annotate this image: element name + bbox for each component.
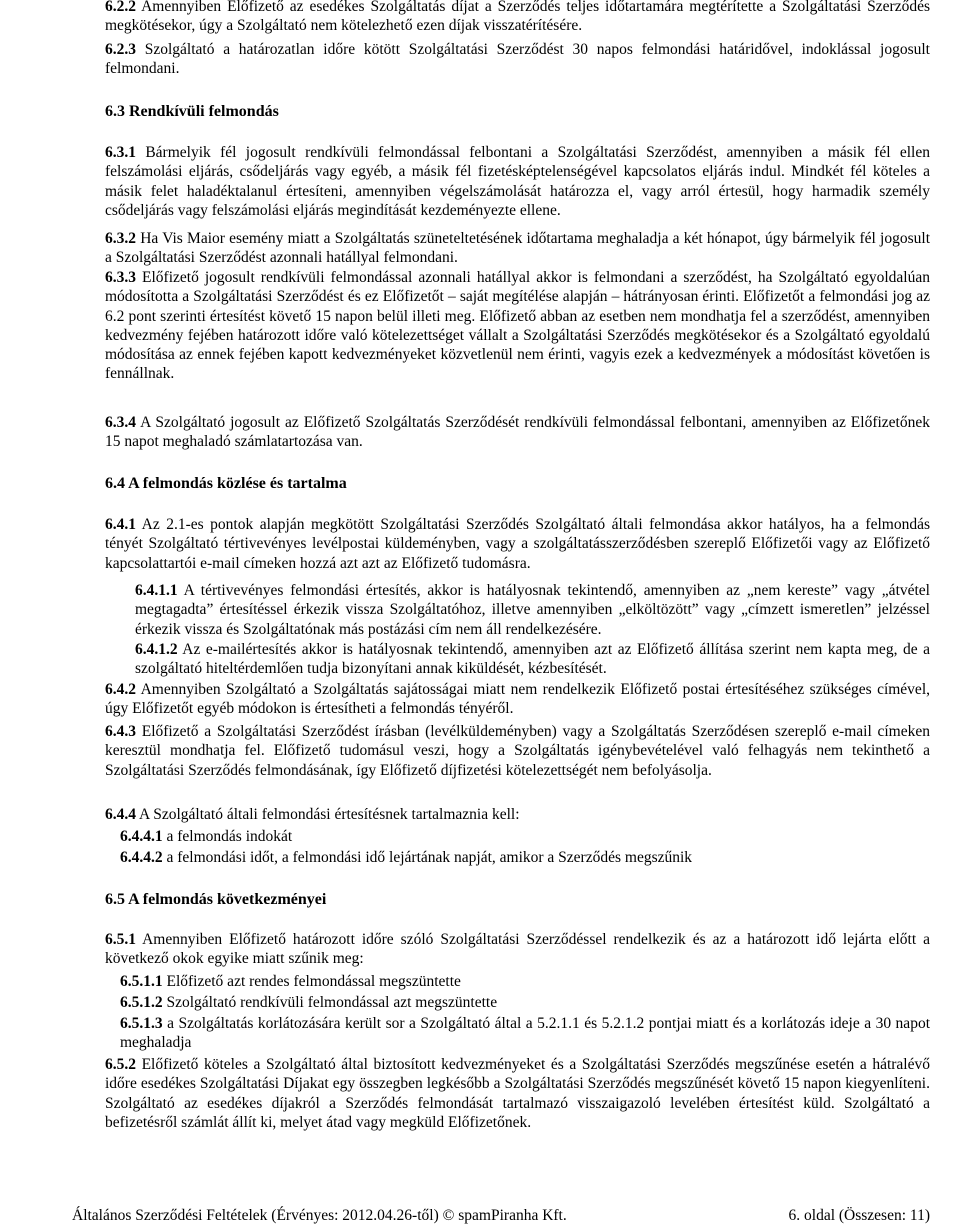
clause-number: 6.5.1 <box>105 931 136 948</box>
clause-text: Szolgáltató rendkívüli felmondással azt megszüntette <box>162 994 498 1011</box>
clause-text: a felmondási időt, a felmondási idő lejártának napját, amikor a Szerződés megszűnik <box>162 849 693 866</box>
clause-text: a Szolgáltatás korlátozására került sor a Szolgáltató által a 5.2.1.1 és 5.2.1.2 pontjai miatt és a korlátozás ideje a 30 napot meghaladja <box>120 1015 930 1052</box>
paragraph-6-4-2 <box>105 680 930 719</box>
clause-text: Előfizető köteles a Szolgáltató által biztosított kedvezményeket és a Szolgáltatási Szerződés megszűnése esetén a hátralévő időre esedékes Szolgáltatási Díjakat egy összegben legkésőbb a Szolgáltatási Szerződés megszűnését követő 15 napon kiegyenlíteni. Szolgáltató az esedékes díjakról a Szerződés felmondását tartalmazó visszaigazoló levelében értesítést küld. Szolgáltató a befizetésről számlát állít ki, melyet átad vagy megküld Előfizetőnek. <box>105 1056 930 1131</box>
clause-text: Bármelyik fél jogosult rendkívüli felmondással felbontani a Szolgáltatási Szerződést, amennyiben a másik fél ellen felszámolási eljárás, csődeljárás vagy egyéb, a másik fél fizetésképtelenségével kapcsolatos eljárás indul. Mindkét fél köteles a másik felet haladéktalanul értesíteni, amennyiben végelszámolását határozza el, vagy arról értesül, hogy harmadik személy csődeljárás vagy felszámolási eljárás megindítását kezdeményezte ellene. <box>105 144 930 219</box>
clause-number: 6.3.1 <box>105 144 136 161</box>
paragraph-6-5-1-1 <box>120 972 930 991</box>
clause-number: 6.2.2 <box>105 0 136 15</box>
paragraph-6-5-1-2 <box>120 993 930 1012</box>
clause-number: 6.5.2 <box>105 1056 136 1073</box>
clause-number: 6.3.2 <box>105 230 136 247</box>
clause-text: A tértivevényes felmondási értesítés, akkor is hatályosnak tekintendő, amennyiben az „nem kereste” vagy „átvétel megtagadta” értesítéssel érkezik vissza Szolgáltatóhoz, illetve amennyiben „elköltözött” vagy „címzett ismeretlen” jelzéssel érkezik vissza és Szolgáltatónak más postázási cím nem áll rendelkezésére. <box>135 582 930 638</box>
clause-text: Amennyiben Előfizető az esedékes Szolgáltatás díjat a Szerződés teljes időtartamára megtérítette a Szolgáltatási Szerződés megkötésekor, úgy a Szolgáltató nem kötelezhető ezen díjak visszatérítésére. <box>105 0 930 35</box>
section-heading-6-3: 6.3 Rendkívüli felmondás <box>105 103 279 120</box>
paragraph-6-2-3 <box>105 40 930 79</box>
paragraph-6-3-1 <box>105 143 930 220</box>
clause-text: Amennyiben Szolgáltató a Szolgáltatás sajátosságai miatt nem rendelkezik Előfizető postai értesítéséhez szükséges címével, úgy Előfizetőt egyéb módokon is értesítheti a felmondás tényéről. <box>105 681 930 718</box>
section-heading-6-5: 6.5 A felmondás következményei <box>105 891 327 908</box>
clause-text: Az e-mailértesítés akkor is hatályosnak tekintendő, amennyiben azt az Előfizető állítása szerint nem kapta meg, de a szolgáltató hiteltérdemlően tudja bizonyítani annak kiküldését, kézbesítését. <box>135 641 930 678</box>
clause-number: 6.4.1 <box>105 516 136 533</box>
paragraph-6-4-1-2 <box>135 640 930 679</box>
paragraph-6-3-2 <box>105 229 930 268</box>
paragraph-6-4-4 <box>105 805 930 824</box>
clause-text: A Szolgáltató jogosult az Előfizető Szolgáltatás Szerződését rendkívüli felmondással felbontani, amennyiben az Előfizetőnek 15 napot meghaladó számlatartozása van. <box>105 414 930 451</box>
clause-text: Szolgáltató a határozatlan időre kötött Szolgáltatási Szerződést 30 napos felmondási határidővel, indoklással jogosult felmondani. <box>105 41 930 78</box>
clause-text: Amennyiben Előfizető határozott időre szóló Szolgáltatási Szerződéssel rendelkezik és az a határozott idő lejárta előtt a következő okok egyike miatt szűnik meg: <box>105 931 930 968</box>
clause-number: 6.4.4.1 <box>120 828 163 845</box>
clause-number: 6.4.1.1 <box>135 582 178 599</box>
clause-number: 6.4.4 <box>105 806 136 823</box>
paragraph-6-4-3 <box>105 722 930 780</box>
clause-text: a felmondás indokát <box>162 828 293 845</box>
paragraph-6-5-1 <box>105 930 930 969</box>
clause-number: 6.4.3 <box>105 723 136 740</box>
clause-number: 6.5.1.1 <box>120 973 163 990</box>
footer-page-number: 6. oldal (Összesen: 11) <box>788 1207 930 1224</box>
clause-text: Előfizető jogosult rendkívüli felmondással azonnali hatállyal akkor is felmondani a szerződést, ha Szolgáltató egyoldalúan módosította a Szolgáltatási Szerződést és ez Előfizetőt – saját megítélése alapján – hátrányosan érinti. Előfizetőt a felmondási jog az 6.2 pont szerinti értesítést követő 15 napon belül illeti meg. Előfizető abban az esetben nem mondhatja fel a szerződést, amennyiben kedvezmény fejében határozott időre való kötelezettséget vállalt a Szolgáltatási Szerződés megkötésekor és a Szolgáltató egyoldalú módosítása az ennek fejében kapott kedvezményeket közvetlenül nem érinti, vagyis ezek a kedvezmények a módosítást követően is fennállnak. <box>105 269 930 383</box>
paragraph-6-4-4-1 <box>120 827 930 846</box>
paragraph-6-3-4 <box>105 413 930 452</box>
clause-number: 6.2.3 <box>105 41 136 58</box>
clause-text: Előfizető a Szolgáltatási Szerződést írásban (levélküldeményben) vagy a Szolgáltatás Szerződésen szereplő e-mail címeken keresztül mondhatja fel. Előfizető tudomásul veszi, hogy a Szolgáltatás igénybevételével való felhagyás nem tekinthető a Szolgáltatási Szerződés felmondásának, így Előfizető díjfizetési kötelezettségét nem befolyásolja. <box>105 723 930 779</box>
clause-number: 6.3.3 <box>105 269 136 286</box>
clause-number: 6.5.1.2 <box>120 994 163 1011</box>
paragraph-6-5-1-3 <box>120 1014 930 1053</box>
clause-number: 6.4.2 <box>105 681 136 698</box>
paragraph-6-4-1-1 <box>135 581 930 639</box>
clause-number: 6.4.1.2 <box>135 641 178 658</box>
clause-text: Az 2.1-es pontok alapján megkötött Szolgáltatási Szerződés Szolgáltató általi felmondása akkor hatályos, ha a felmondás tényét Szolgáltató tértivevényes levélpostai küldeményben, vagy a szolgáltatásszerződésben szereplő Előfizetői vagy az Előfizető kapcsolattartói e-mail címeken hozzá azt azt az Előfizető tudomásra. <box>105 516 930 572</box>
paragraph-6-4-4-2 <box>120 848 930 867</box>
clause-number: 6.3.4 <box>105 414 136 431</box>
clause-text: Előfizető azt rendes felmondással megszüntette <box>162 973 461 990</box>
clause-text: A Szolgáltató általi felmondási értesítésnek tartalmaznia kell: <box>136 806 520 823</box>
paragraph-6-3-3 <box>105 268 930 384</box>
section-heading-6-4: 6.4 A felmondás közlése és tartalma <box>105 475 347 492</box>
clause-number: 6.4.4.2 <box>120 849 163 866</box>
paragraph-6-5-2 <box>105 1055 930 1132</box>
footer-document-title: Általános Szerződési Feltételek (Érvényes: 2012.04.26-től) © spamPiranha Kft. <box>72 1207 567 1224</box>
clause-number: 6.5.1.3 <box>120 1015 163 1032</box>
clause-text: Ha Vis Maior esemény miatt a Szolgáltatás szüneteltetésének időtartama meghaladja a két hónapot, úgy bármelyik fél jogosult a Szolgáltatási Szerződést azonnali hatállyal felmondani. <box>105 230 930 267</box>
paragraph-6-2-2 <box>105 0 930 36</box>
paragraph-6-4-1 <box>105 515 930 573</box>
